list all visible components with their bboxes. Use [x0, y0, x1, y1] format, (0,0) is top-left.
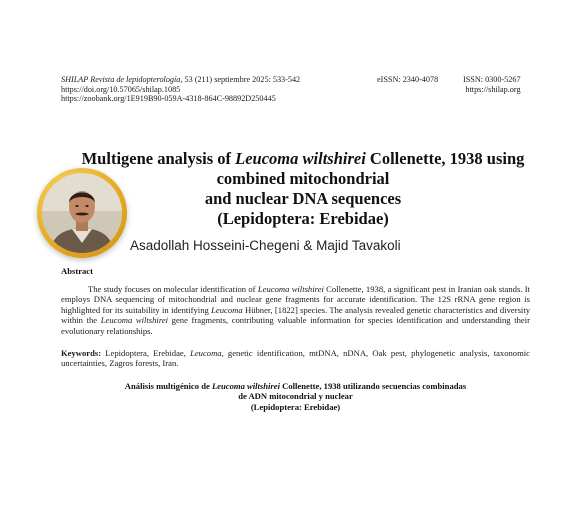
abstract-heading: Abstract [61, 266, 93, 276]
abstract-text: Hübner, [1822] species. The analysis revealed genetic characteristics and diversity within the [61, 304, 530, 326]
eissn-text: eISSN: 2340-4078 [377, 75, 439, 84]
title-species: Leucoma wiltshirei [235, 149, 366, 168]
keywords-label: Keywords: [61, 348, 102, 358]
spanish-title-species: Leucoma wiltshirei [211, 381, 280, 391]
journal-header-left [61, 75, 300, 104]
spanish-title [61, 381, 530, 412]
author-portrait-image [42, 173, 122, 253]
journal-header-right [463, 75, 521, 94]
title-line: (Lepidoptera: Erebidae) [217, 209, 389, 228]
author-photo [42, 173, 122, 253]
spanish-title-text: Análisis multigénico de [124, 381, 212, 391]
journal-citation [61, 75, 300, 85]
keywords-genus: Leucoma [190, 348, 222, 358]
abstract-species: Leucoma wiltshirei [100, 315, 169, 326]
keywords-text: Lepidoptera, Erebidae, [101, 348, 191, 358]
paper-title [60, 149, 546, 229]
author-list: Asadollah Hosseini-Chegeni & Majid Tavakoli [130, 238, 401, 253]
abstract-species: Leucoma wiltshirei [257, 284, 324, 294]
title-text: Collenette, 1938 using combined mitochondrial [216, 149, 525, 188]
author-photo-frame [37, 168, 127, 258]
spanish-title-text: Collenette, 1938 utilizando secuencias combinadas [279, 381, 467, 391]
zoobank-link[interactable]: https://zoobank.org/1E919B90-059A-4318-864C-98892D250445 [61, 94, 276, 103]
title-line: and nuclear DNA sequences [204, 189, 402, 208]
doi-link[interactable]: https://doi.org/10.57065/shilap.1085 [61, 84, 181, 94]
spanish-title-line: (Lepidoptera: Erebidae) [250, 401, 341, 412]
title-text: Multigene analysis of [81, 149, 236, 168]
website-link[interactable]: https://shilap.org [465, 84, 521, 94]
keywords [61, 348, 530, 369]
issn-text: ISSN: 0300-5267 [463, 75, 521, 84]
abstract-text: The study focuses on molecular identification of [88, 284, 258, 294]
keywords-text: , genetic identification, mtDNA, nDNA, Oak pest, phylogenetic analysis, taxonomic uncertainties, Zagros forests, Iran. [61, 348, 530, 369]
spanish-title-line: de ADN mitocondrial y nuclear [238, 391, 353, 402]
abstract-genus: Leucoma [211, 304, 243, 315]
abstract-text: gene fragments, contributing valuable information for species identification and understanding their evolutionary relationships. [61, 315, 530, 336]
abstract-text: Collenette, 1938, a significant pest in Iranian oak stands. It employs DNA sequencing of mitochondrial and nuclear gene fragments for accurate identification. The 12S rRNA gene region is highlighted for its suitability in identifying [61, 284, 530, 315]
journal-issue: , 53 (211) septiembre 2025: 533-542 [180, 75, 301, 84]
journal-name: SHILAP Revista de lepidopterología [61, 75, 181, 84]
abstract-body [61, 284, 530, 336]
